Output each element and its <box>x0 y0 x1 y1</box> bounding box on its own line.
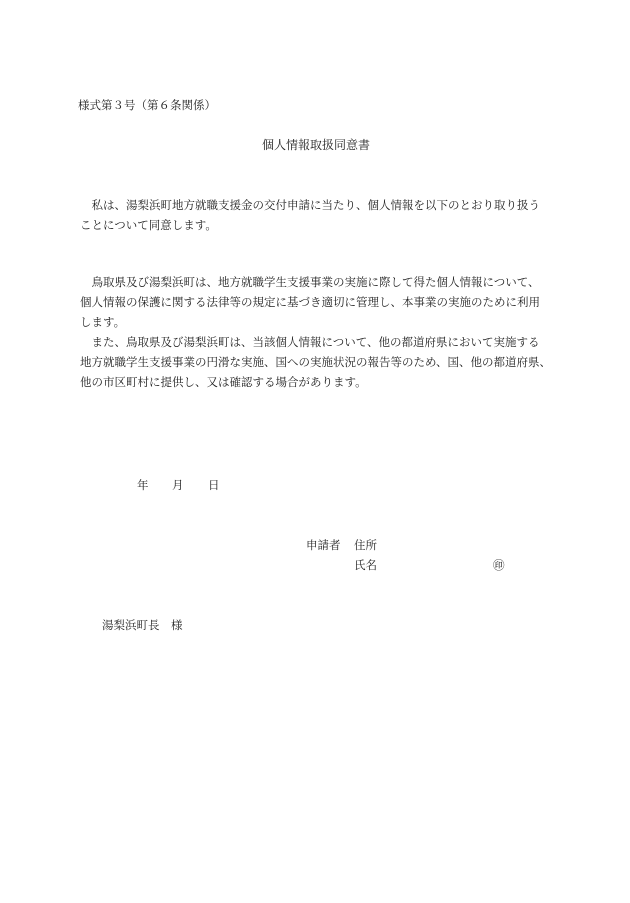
document-title: 個人情報取扱同意書 <box>262 138 371 152</box>
applicant-label: 申請者 <box>306 538 341 552</box>
policy-paragraphs <box>80 272 550 392</box>
seal-mark: ㊞ <box>493 558 505 572</box>
policy-line: 他の市区町村に提供し、又は確認する場合があります。 <box>80 375 367 389</box>
policy-line: 地方就職学生支援事業の円滑な実施、国への実施状況の報告等のため、国、他の都道府県、 <box>80 355 552 369</box>
policy-line: また、鳥取県及び湯梨浜町は、当該個人情報について、他の都道府県において実施する <box>80 335 540 349</box>
policy-line: します。 <box>80 315 126 329</box>
policy-line: 個人情報の保護に関する法律等の規定に基づき適切に管理し、本事業の実施のために利用 <box>80 295 540 309</box>
form-number: 様式第３号（第６条関係） <box>78 98 216 112</box>
consent-line: ことについて同意します。 <box>80 218 217 232</box>
consent-line: 私は、湯梨浜町地方就職支援金の交付申請に当たり、個人情報を以下のとおり取り扱う <box>80 198 540 212</box>
date-day-label: 日 <box>208 478 220 492</box>
policy-line: 鳥取県及び湯梨浜町は、地方就職学生支援事業の実施に際して得た個人情報について、 <box>80 275 540 289</box>
addressee: 湯梨浜町長 様 <box>102 618 183 632</box>
date-year-label: 年 <box>137 478 149 492</box>
address-label: 住所 <box>354 538 377 552</box>
consent-paragraph <box>80 195 550 235</box>
date-month-label: 月 <box>172 478 184 492</box>
name-label: 氏名 <box>354 558 377 572</box>
